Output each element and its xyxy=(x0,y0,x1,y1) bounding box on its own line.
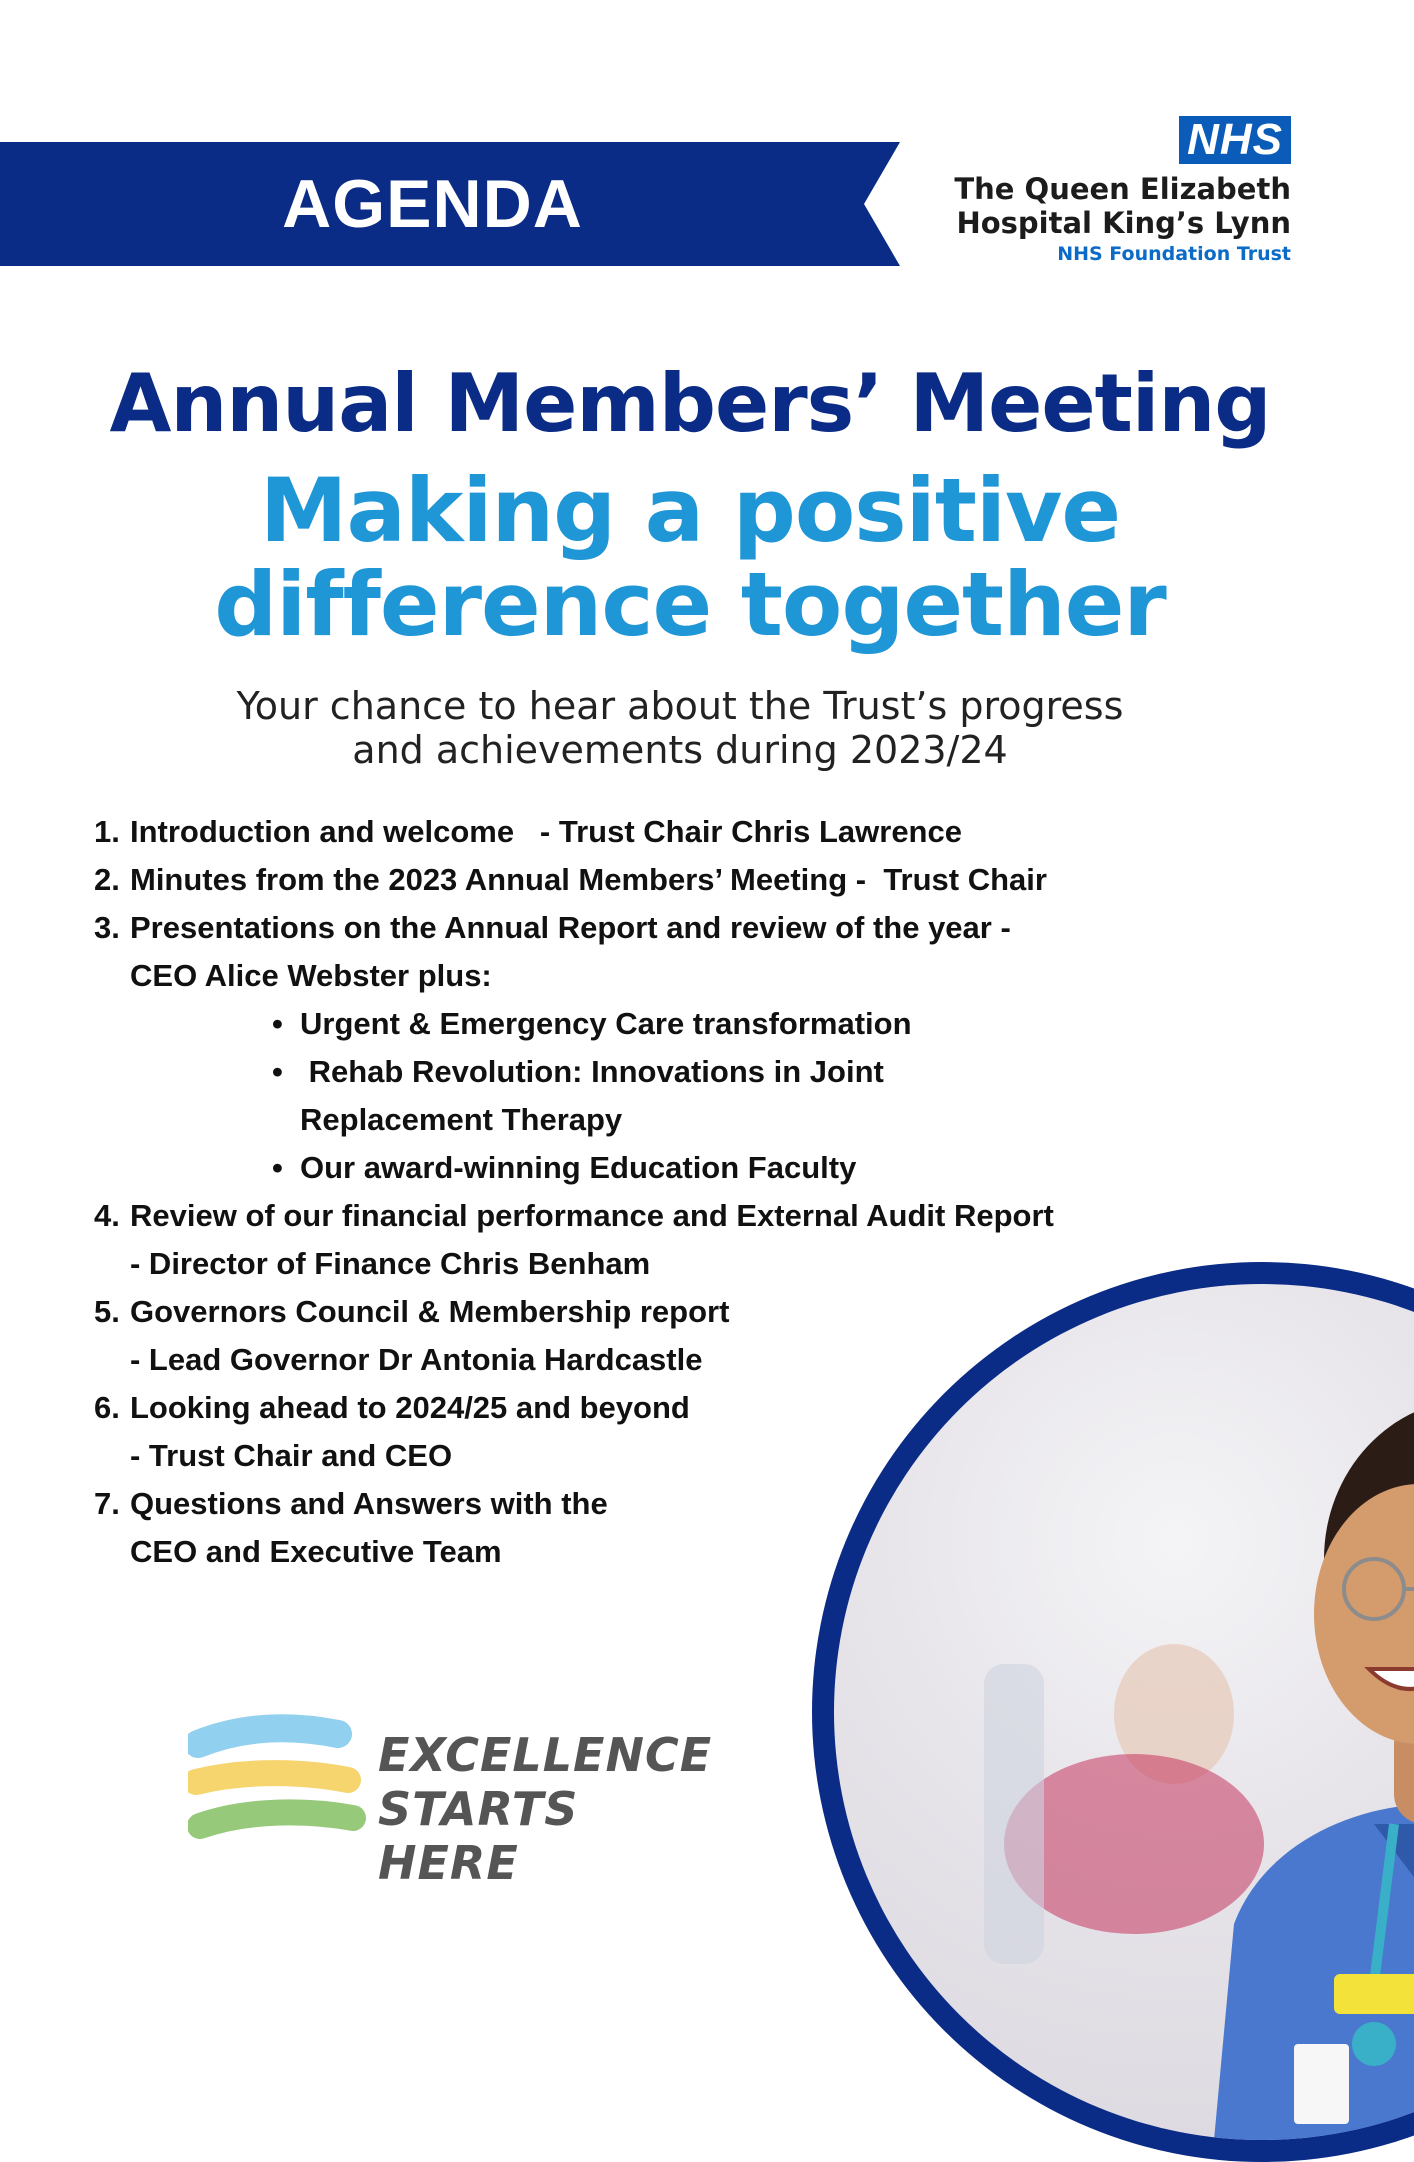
agenda-item-number: 5. xyxy=(94,1294,120,1329)
agenda-sub-list xyxy=(94,1000,1234,1192)
agenda-item-text: Looking ahead to 2024/25 and beyond xyxy=(130,1390,690,1425)
agenda-item-number: 6. xyxy=(94,1390,120,1425)
agenda-item-text: - Lead Governor Dr Antonia Hardcastle xyxy=(130,1342,703,1377)
agenda-banner-label: AGENDA xyxy=(282,166,583,242)
agenda-item-number: 2. xyxy=(94,862,120,897)
agenda-item-text: Presentations on the Annual Report and review of the year - xyxy=(130,910,1011,945)
agenda-item-text: CEO and Executive Team xyxy=(130,1534,502,1569)
trust-name-line2: Hospital King’s Lynn xyxy=(956,206,1291,240)
agenda-item-text: Questions and Answers with the xyxy=(130,1486,608,1521)
agenda-item-text: - Director of Finance Chris Benham xyxy=(130,1246,651,1281)
agenda-sub-item: • Our award-winning Education Faculty xyxy=(272,1144,1234,1192)
agenda-sub-item: • Urgent & Emergency Care transformation xyxy=(272,1000,1234,1048)
agenda-item xyxy=(94,1192,1234,1288)
intro-line-2: and achievements during 2023/24 xyxy=(352,728,1008,772)
intro-line-1: Your chance to hear about the Trust’s progress xyxy=(236,684,1124,728)
subtitle-line-2: difference together xyxy=(214,553,1166,656)
excellence-slogan xyxy=(378,1728,713,1890)
nhs-trust-logo xyxy=(931,116,1291,266)
agenda-item-text: Review of our financial performance and External Audit Report xyxy=(130,1198,1054,1233)
agenda-item-number: 7. xyxy=(94,1486,120,1521)
agenda-item-number: 3. xyxy=(94,910,120,945)
agenda-item xyxy=(94,808,1234,856)
trust-type: NHS Foundation Trust xyxy=(1057,243,1291,265)
agenda-item xyxy=(94,904,1234,1000)
nhs-badge: NHS xyxy=(1179,116,1291,164)
agenda-item-text: - Trust Chair and CEO xyxy=(130,1438,453,1473)
agenda-item-number: 4. xyxy=(94,1198,120,1233)
excellence-line-1: EXCELLENCE xyxy=(378,1728,713,1782)
agenda-item-text: CEO Alice Webster plus: xyxy=(130,958,492,993)
page-subtitle xyxy=(0,459,1380,656)
agenda-item-text: Introduction and welcome - Trust Chair Chris Lawrence xyxy=(130,814,962,849)
agenda-item-text: Governors Council & Membership report xyxy=(130,1294,730,1329)
page-title: Annual Members’ Meeting xyxy=(109,357,1271,450)
agenda-sub-item: • Rehab Revolution: Innovations in Joint Replacement Therapy xyxy=(272,1048,1234,1144)
agenda-item-text: Minutes from the 2023 Annual Members’ Meeting - Trust Chair xyxy=(130,862,1047,897)
intro-text xyxy=(0,684,1360,772)
trust-name-line1: The Queen Elizabeth xyxy=(954,172,1291,206)
subtitle-line-1: Making a positive xyxy=(259,459,1121,562)
agenda-item-number: 1. xyxy=(94,814,120,849)
agenda-item xyxy=(94,856,1234,904)
excellence-line-2: STARTS HERE xyxy=(378,1782,579,1890)
